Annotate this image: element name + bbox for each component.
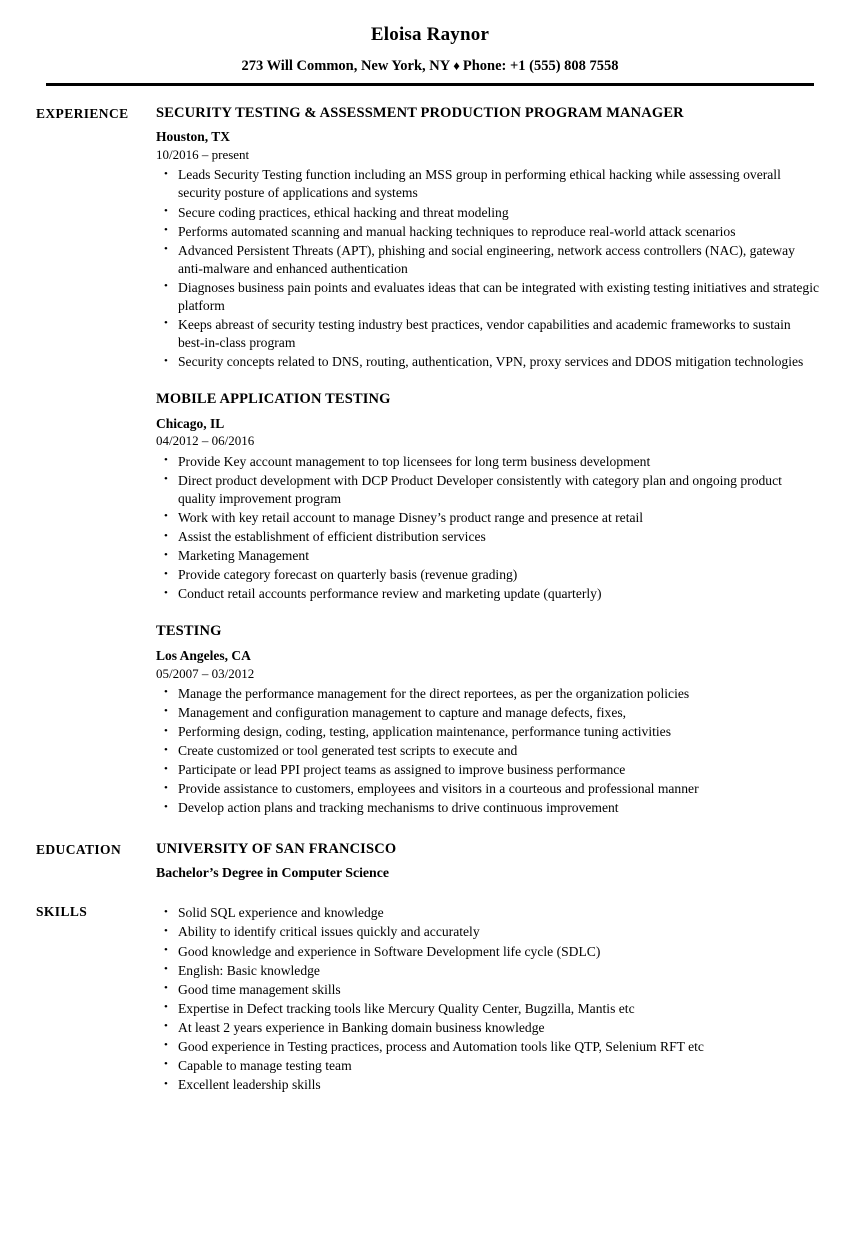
experience-entries [156, 105, 820, 818]
job-bullet: • Participate or lead PPI project teams as assigned to improve business performance [156, 761, 820, 779]
skill-item: • Excellent leadership skills [156, 1076, 820, 1094]
job-title: TESTING [156, 623, 222, 640]
job-location: Chicago, IL [156, 415, 225, 431]
job-bullet-list [156, 166, 820, 371]
candidate-name: Eloisa Raynor [370, 24, 490, 45]
job-bullet: • Manage the performance management for the direct reportees, as per the organization policies [156, 685, 820, 703]
job-bullet-list [156, 685, 820, 818]
contact-phone: Phone: +1 (555) 808 7558 [462, 57, 619, 74]
job-bullet: • Performing design, coding, testing, application maintenance, performance tuning activities [156, 723, 820, 741]
job-bullet: • Advanced Persistent Threats (APT), phishing and social engineering, network access controllers (NAC), gateway anti-malware and enhanced authentication [156, 242, 820, 278]
job-dates: 04/2012 – 06/2016 [156, 433, 255, 449]
skills-list-wrap [156, 903, 820, 1094]
job-bullet: • Work with key retail account to manage Disney’s product range and presence at retail [156, 509, 820, 527]
job-bullet: • Provide category forecast on quarterly basis (revenue grading) [156, 566, 820, 584]
skill-item: • At least 2 years experience in Banking domain business knowledge [156, 1019, 820, 1037]
job-bullet: • Conduct retail accounts performance review and marketing update (quarterly) [156, 585, 820, 603]
job-bullet: • Keeps abreast of security testing industry best practices, vendor capabilities and academic frameworks to sustain best-in-class program [156, 316, 820, 352]
skill-item: • Good time management skills [156, 981, 820, 999]
job-bullet: • Develop action plans and tracking mechanisms to drive continuous improvement [156, 799, 820, 817]
education-entry [156, 841, 820, 881]
education-section-label: EDUCATION [36, 842, 122, 858]
job-dates: 10/2016 – present [156, 147, 250, 163]
job-bullet: • Provide Key account management to top licensees for long term business development [156, 453, 820, 471]
skill-item: • English: Basic knowledge [156, 962, 820, 980]
experience-section [0, 105, 860, 818]
skill-item: • Good knowledge and experience in Software Development life cycle (SDLC) [156, 943, 820, 961]
education-school: UNIVERSITY OF SAN FRANCISCO [156, 841, 397, 858]
job-bullet: • Performs automated scanning and manual hacking techniques to reproduce real-world attack scenarios [156, 223, 820, 241]
job-bullet: • Provide assistance to customers, employees and visitors in a courteous and professional manner [156, 780, 820, 798]
job-bullet: • Security concepts related to DNS, routing, authentication, VPN, proxy services and DDOS mitigation technologies [156, 353, 820, 371]
skill-item: • Good experience in Testing practices, process and Automation tools like QTP, Selenium RFT etc [156, 1038, 820, 1056]
experience-section-label: EXPERIENCE [36, 105, 129, 121]
contact-address: 273 Will Common, New York, NY [241, 57, 451, 74]
job-location: Houston, TX [156, 129, 231, 145]
job-bullet-list [156, 453, 820, 604]
job-bullet: • Management and configuration management to capture and manage defects, fixes, [156, 704, 820, 722]
header-divider [46, 83, 814, 86]
skills-section [0, 903, 860, 1094]
job-bullet: • Assist the establishment of efficient distribution services [156, 528, 820, 546]
contact-line [0, 59, 860, 75]
job-dates: 05/2007 – 03/2012 [156, 665, 255, 681]
skill-item: • Capable to manage testing team [156, 1057, 820, 1075]
job-bullet: • Create customized or tool generated test scripts to execute and [156, 742, 820, 760]
job-bullet: • Secure coding practices, ethical hacking and threat modeling [156, 204, 820, 222]
job-location: Los Angeles, CA [156, 647, 251, 663]
experience-entry [156, 105, 820, 371]
experience-entry [156, 623, 820, 817]
education-degree: Bachelor’s Degree in Computer Science [156, 864, 389, 880]
education-section [0, 841, 860, 881]
job-title: SECURITY TESTING & ASSESSMENT PRODUCTION PROGRAM MANAGER [156, 104, 684, 121]
job-bullet: • Marketing Management [156, 547, 820, 565]
skills-list [156, 904, 820, 1094]
skills-section-label: SKILLS [36, 904, 88, 920]
job-title: MOBILE APPLICATION TESTING [156, 391, 391, 408]
skill-item: • Solid SQL experience and knowledge [156, 904, 820, 922]
resume-header [0, 0, 860, 86]
skill-item: • Ability to identify critical issues quickly and accurately [156, 923, 820, 941]
experience-entry [156, 391, 820, 603]
job-bullet: • Direct product development with DCP Product Developer consistently with category plan and ongoing product quality improvement program [156, 472, 820, 508]
job-bullet: • Diagnoses business pain points and evaluates ideas that can be integrated with existing testing initiatives and strategic platform [156, 279, 820, 315]
skill-item: • Expertise in Defect tracking tools like Mercury Quality Center, Bugzilla, Mantis etc [156, 1000, 820, 1018]
diamond-separator-icon: ♦ [453, 57, 460, 73]
job-bullet: • Leads Security Testing function including an MSS group in performing ethical hacking while assessing overall security posture of applications and systems [156, 166, 820, 202]
